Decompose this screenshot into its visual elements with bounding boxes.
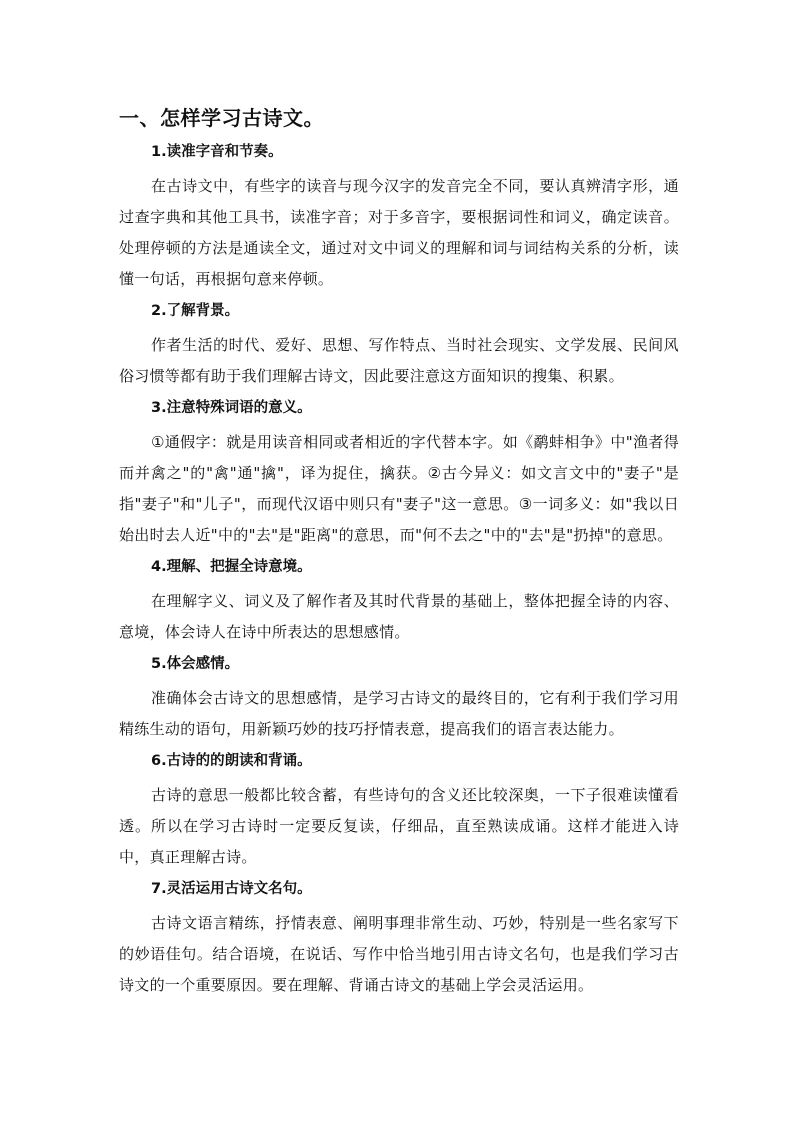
section-heading: 3.注意特殊词语的意义。 bbox=[151, 400, 312, 416]
document-title: 一、怎样学习古诗文。 bbox=[119, 106, 324, 130]
section-5 bbox=[119, 654, 679, 745]
section-paragraph: ①通假字：就是用读音相同或者相近的字代替本字。如《鹬蚌相争》中"渔者得而并禽之"的"禽"通"擒"，译为捉住，擒获。②古今异义：如文言文中的"妻子"是指"妻子"和"儿子"，而现代汉语中则只有"妻子"这一意思。③一词多义：如"我以日始出时去人近"中的"去"是"距离"的意思，而"何不去之"中的"去"是"扔掉"的意思。 bbox=[119, 433, 679, 544]
section-paragraph: 古诗的意思一般都比较含蓄，有些诗句的含义还比较深奥，一下子很难读懂看透。所以在学习古诗时一定要反复读，仔细品，直至熟读成诵。这样才能进入诗中，真正理解古诗。 bbox=[119, 786, 679, 866]
section-heading: 1.读准字音和节奏。 bbox=[151, 144, 283, 160]
section-paragraph: 古诗文语言精练，抒情表意、阐明事理非常生动、巧妙，特别是一些名家写下的妙语佳句。结合语境，在说话、写作中恰当地引用古诗文名句，也是我们学习古诗文的一个重要原因。要在理解、背诵古诗文的基础上学会灵活运用。 bbox=[119, 914, 679, 994]
section-paragraph: 准确体会古诗文的思想感情，是学习古诗文的最终目的，它有利于我们学习用精练生动的语句，用新颖巧妙的技巧抒情表意，提高我们的语言表达能力。 bbox=[119, 689, 679, 738]
section-1 bbox=[119, 142, 679, 295]
section-6 bbox=[119, 751, 679, 873]
section-7 bbox=[119, 879, 679, 1001]
section-heading: 2.了解背景。 bbox=[151, 303, 240, 319]
section-heading: 4.理解、把握全诗意境。 bbox=[151, 559, 312, 575]
document-page bbox=[119, 104, 679, 1007]
section-3 bbox=[119, 398, 679, 551]
section-paragraph: 在理解字义、词义及了解作者及其时代背景的基础上，整体把握全诗的内容、意境，体会诗人在诗中所表达的思想感情。 bbox=[119, 592, 679, 641]
section-paragraph: 在古诗文中，有些字的读音与现今汉字的发音完全不同，要认真辨清字形，通过查字典和其他工具书，读准字音；对于多音字，要根据词性和词义，确定读音。处理停顿的方法是通读全文，通过对文中词义的理解和词与词结构关系的分析，读懂一句话，再根据句意来停顿。 bbox=[119, 177, 679, 288]
section-heading: 6.古诗的的朗读和背诵。 bbox=[151, 753, 312, 769]
section-heading: 5.体会感情。 bbox=[151, 656, 240, 672]
section-4 bbox=[119, 557, 679, 648]
section-heading: 7.灵活运用古诗文名句。 bbox=[151, 881, 312, 897]
section-paragraph: 作者生活的时代、爱好、思想、写作特点、当时社会现实、文学发展、民间风俗习惯等都有助于我们理解古诗文，因此要注意这方面知识的搜集、积累。 bbox=[119, 336, 679, 385]
section-2 bbox=[119, 301, 679, 392]
